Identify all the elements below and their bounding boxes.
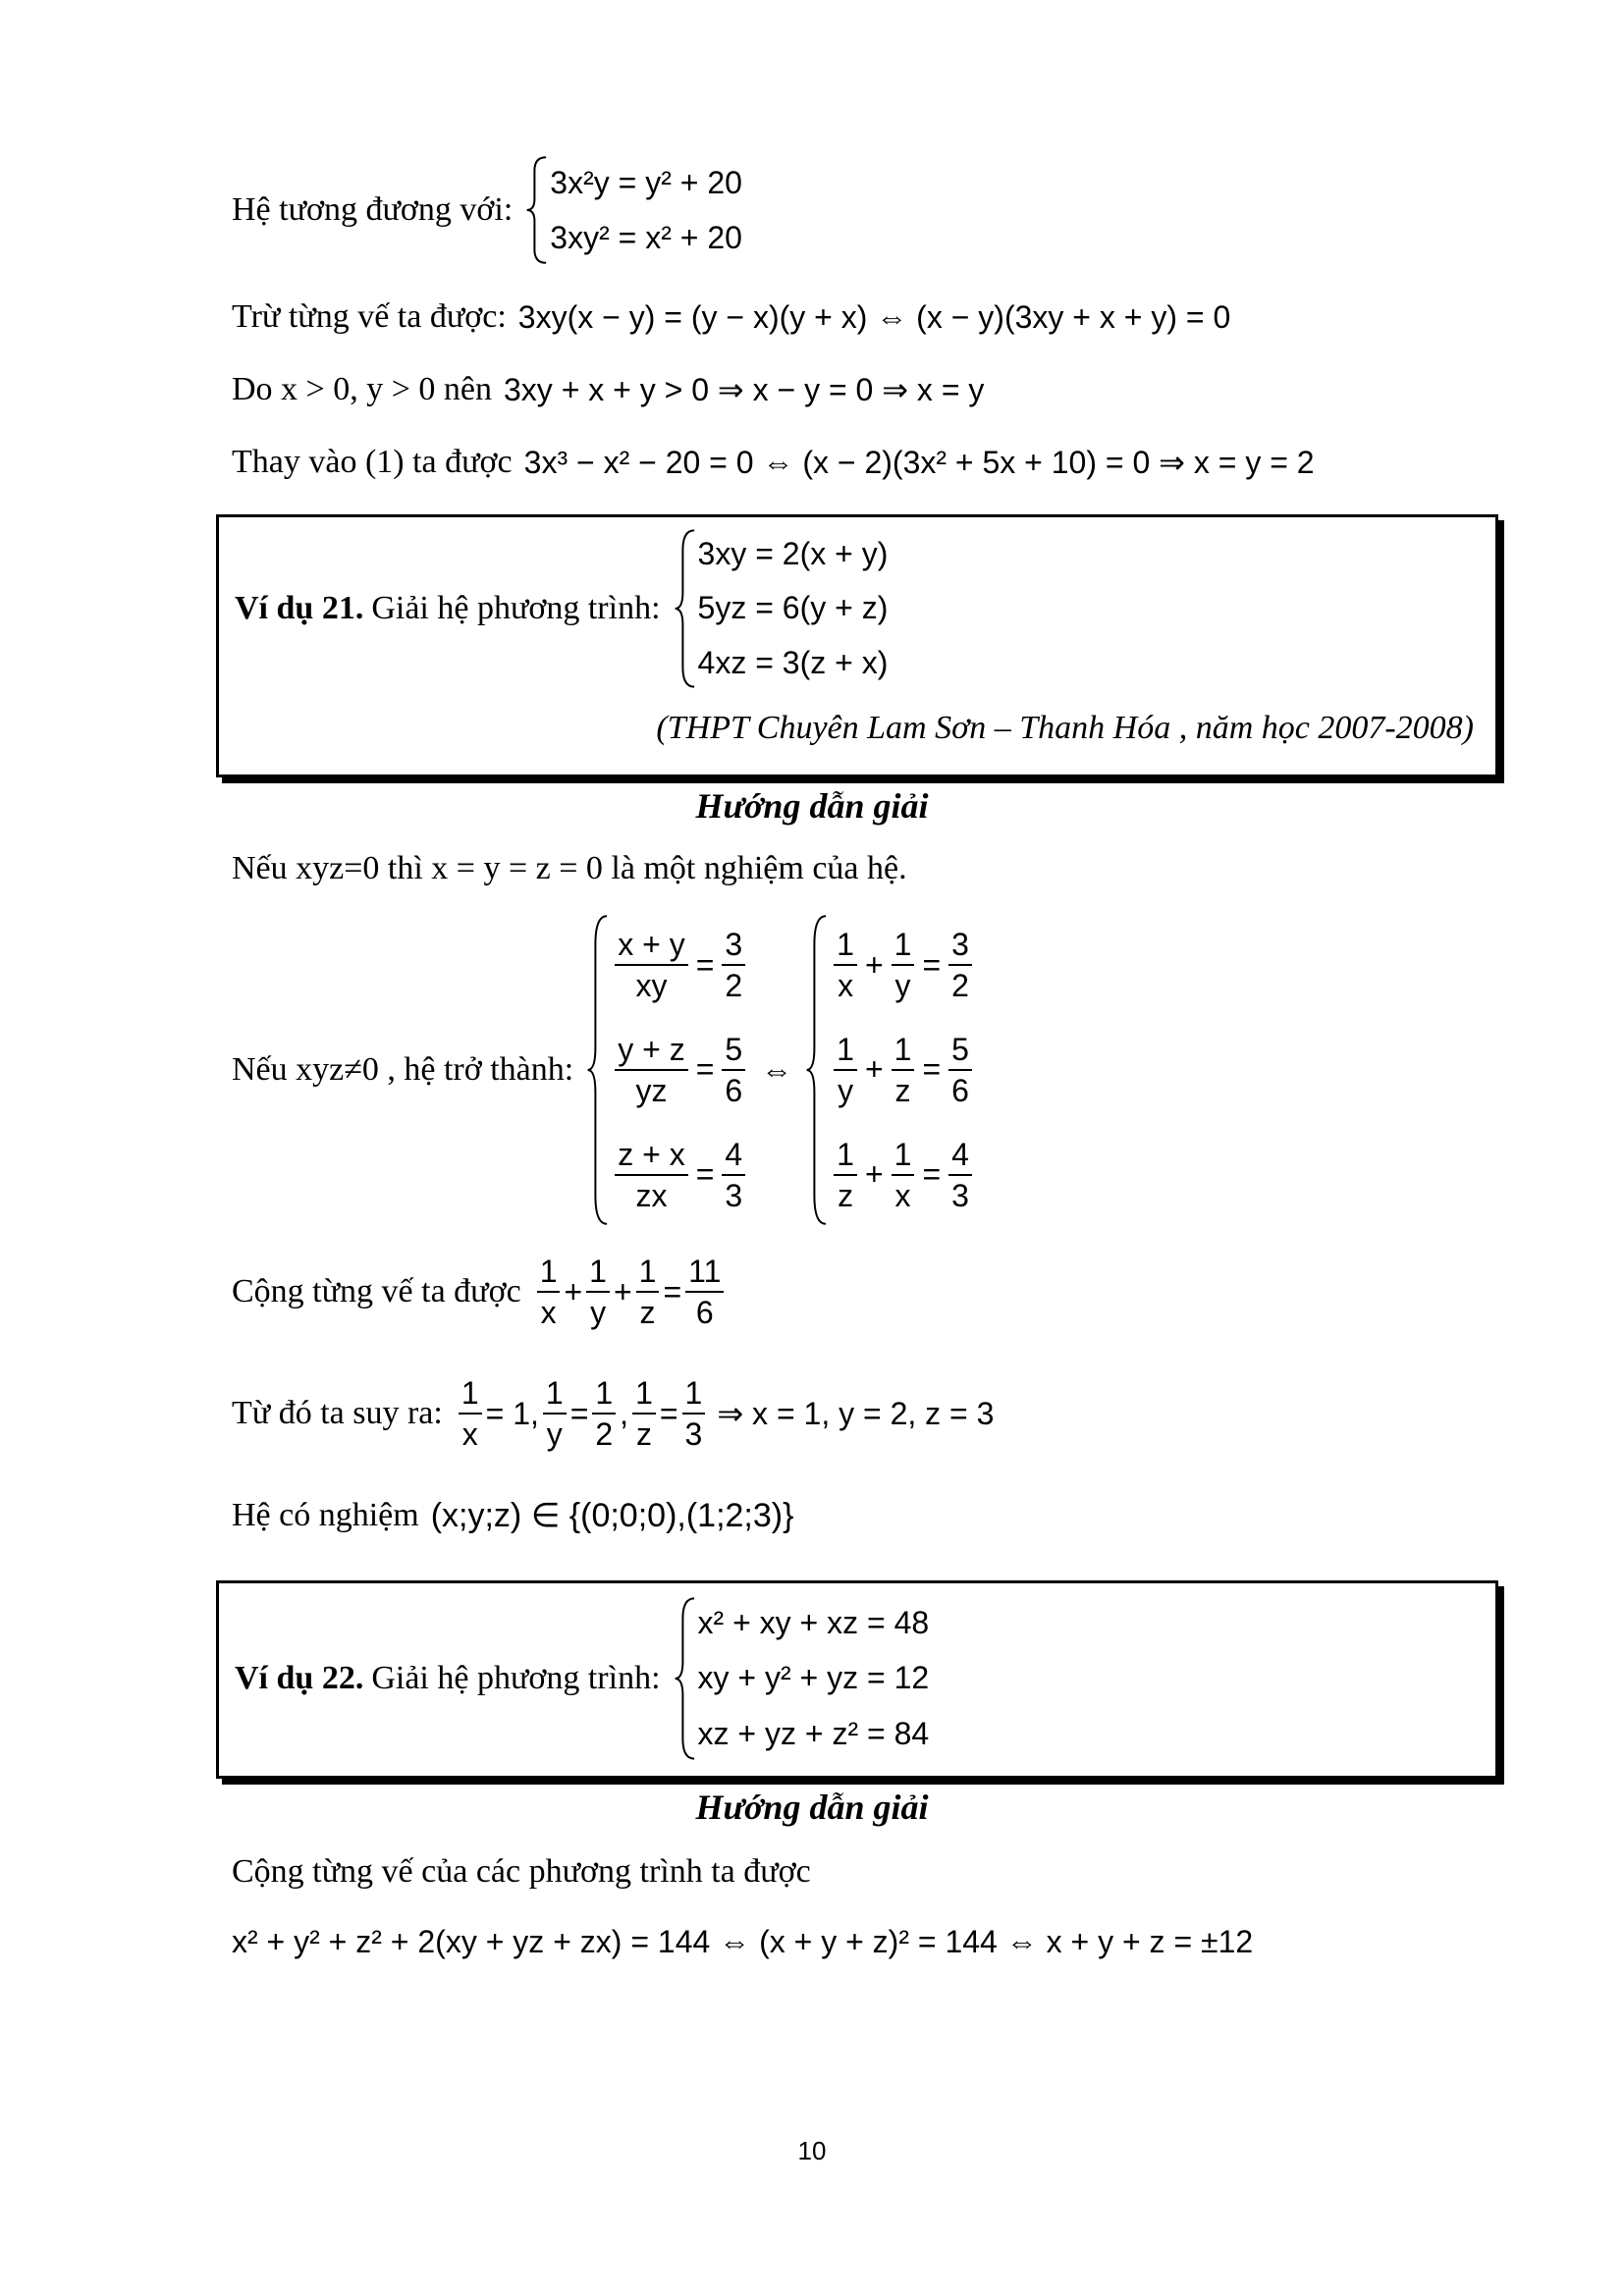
right-system-row: $\frac{1}{x}$ + $\frac{1}{y}$ = $\frac{3}{2}$ (830, 925, 976, 1005)
reciprocal-fraction: $\frac{1}{y}$ (892, 925, 915, 1005)
page-number: 10 (797, 2136, 827, 2165)
example-21-source: (THPT Chuyên Lam Sơn – Thanh Hóa , năm học 2007-2008) (656, 710, 1474, 746)
example-22-statement (235, 1595, 929, 1762)
left-brace-icon (804, 913, 830, 1227)
result-21-line (232, 1486, 793, 1545)
left-brace-icon (585, 913, 611, 1227)
example-21-statement (235, 527, 888, 690)
reciprocal-fraction: $\frac{1}{x}$ (892, 1135, 915, 1215)
equiv-system-line (232, 155, 742, 265)
result-21-text: Hệ có nghiệm (232, 1497, 419, 1533)
example-22-eq3: xz + yz + z² = 84 (697, 1716, 930, 1752)
equiv-symbol: ⇔ (761, 1051, 793, 1088)
equiv-system (524, 155, 742, 265)
rhs-fraction: $\frac{3}{2}$ (948, 925, 972, 1005)
substitute-math: 3x³ − x² − 20 = 0 ⇔ (x − 2)(3x² + 5x + 10) = 0 ⇒ x = y = 2 (523, 445, 1315, 480)
reciprocal-fraction: $\frac{1}{z}$ (834, 1135, 857, 1215)
substitute-text: Thay vào (1) ta được (232, 444, 513, 480)
reciprocal-sum: $\frac{1}{x}$ + $\frac{1}{y}$ + $\frac{1}{z}$ = $\frac{11}{6}$ (533, 1252, 729, 1332)
example-22-eq1: x² + xy + xz = 48 (697, 1604, 930, 1640)
example-21-eq3: 4xz = 3(z + x) (697, 644, 889, 680)
left-brace-icon (673, 527, 698, 690)
reciprocal-fraction: $\frac{1}{z}$ (892, 1030, 915, 1110)
example-22-prompt: Giải hệ phương trình: (371, 1660, 661, 1696)
left-system-row: $\frac{y + z}{yz}$ = $\frac{5}{6}$ (611, 1030, 749, 1110)
subtract-math: 3xy(x − y) = (y − x)(y + x) ⇔ (x − y)(3xy + x + y) = 0 (517, 298, 1231, 335)
example-21-eq2: 5yz = 6(y + z) (697, 590, 889, 626)
lhs-fraction: $\frac{x + y}{xy}$ (615, 925, 687, 1005)
lhs-fraction: $\frac{y + z}{yz}$ (615, 1030, 687, 1110)
rhs-fraction: $\frac{3}{2}$ (722, 925, 745, 1005)
example-21-title: Ví dụ 21. (235, 590, 364, 626)
add-reciprocal-text: Cộng từng vế ta được (232, 1273, 521, 1309)
deduce-math: $\frac{1}{x}$ = 1 , $\frac{1}{y}$ = $\frac{1}{2}$ , $\frac{1}{z}$ = $\frac{1}{3}$ ⇒ x = 1, y = 2, z = 3 (455, 1373, 995, 1454)
result-21-math: (x;y;z) ∈ {(0;0;0),(1;2;3)} (430, 1497, 794, 1534)
left-system-row: $\frac{z + x}{zx}$ = $\frac{4}{3}$ (611, 1135, 749, 1215)
example-21-system (673, 527, 889, 690)
example-21-box (216, 514, 1498, 777)
lhs-fraction: $\frac{z + x}{zx}$ (615, 1135, 687, 1215)
right-fraction-system (804, 913, 976, 1227)
equiv-eq1: 3x²y = y² + 20 (550, 164, 742, 200)
equiv-label: Hệ tương đương với: (232, 191, 514, 228)
substitute-line (232, 438, 1315, 487)
example-22-box (216, 1580, 1498, 1779)
example-21-eq1: 3xy = 2(x + y) (697, 536, 889, 572)
right-system-row: $\frac{1}{y}$ + $\frac{1}{z}$ = $\frac{5}{6}$ (830, 1030, 976, 1110)
left-brace-icon (673, 1595, 698, 1762)
case-nonzero-text: Nếu xyz≠0 , hệ trở thành: (232, 1051, 574, 1088)
solution-21-heading: Hướng dẫn giải (695, 786, 929, 826)
rhs-fraction: $\frac{4}{3}$ (722, 1135, 745, 1215)
case-nonzero-line (232, 913, 976, 1227)
since-line (232, 365, 984, 414)
rhs-fraction: $\frac{4}{3}$ (948, 1135, 972, 1215)
example-22-system (673, 1595, 930, 1762)
example-21-prompt: Giải hệ phương trình: (371, 590, 661, 626)
equiv-eq2: 3xy² = x² + 20 (550, 219, 742, 255)
since-math: 3xy + x + y > 0 ⇒ x − y = 0 ⇒ x = y (504, 372, 985, 407)
subtract-text: Trừ từng vế ta được: (232, 298, 507, 335)
deduce-line (232, 1366, 994, 1461)
rhs-fraction: $\frac{5}{6}$ (948, 1030, 972, 1110)
example-22-title: Ví dụ 22. (235, 1660, 364, 1696)
example-22-eq2: xy + y² + yz = 12 (697, 1660, 930, 1696)
reciprocal-fraction: $\frac{1}{y}$ (834, 1030, 857, 1110)
left-system-row: $\frac{x + y}{xy}$ = $\frac{3}{2}$ (611, 925, 749, 1005)
add-reciprocal-line (232, 1245, 728, 1339)
left-fraction-system (585, 913, 749, 1227)
deduce-text: Từ đó ta suy ra: (232, 1395, 443, 1431)
rhs-fraction: $\frac{5}{6}$ (722, 1030, 745, 1110)
solution-22-sum-math: x² + y² + z² + 2(xy + yz + zx) = 144 ⇔ (x + y + z)² = 144 ⇔ x + y + z = ±12 (232, 1924, 1254, 1959)
case-zero-text: Nếu xyz=0 thì x = y = z = 0 là một nghiệm của hệ. (232, 850, 907, 886)
solution-22-heading: Hướng dẫn giải (695, 1788, 929, 1827)
left-brace-icon (524, 155, 550, 265)
solution-22-add-text: Cộng từng vế của các phương trình ta được (232, 1853, 811, 1890)
since-text: Do x > 0, y > 0 nên (232, 371, 492, 407)
right-system-row: $\frac{1}{z}$ + $\frac{1}{x}$ = $\frac{4}{3}$ (830, 1135, 976, 1215)
reciprocal-fraction: $\frac{1}{x}$ (834, 925, 857, 1005)
subtract-line (232, 293, 1230, 342)
